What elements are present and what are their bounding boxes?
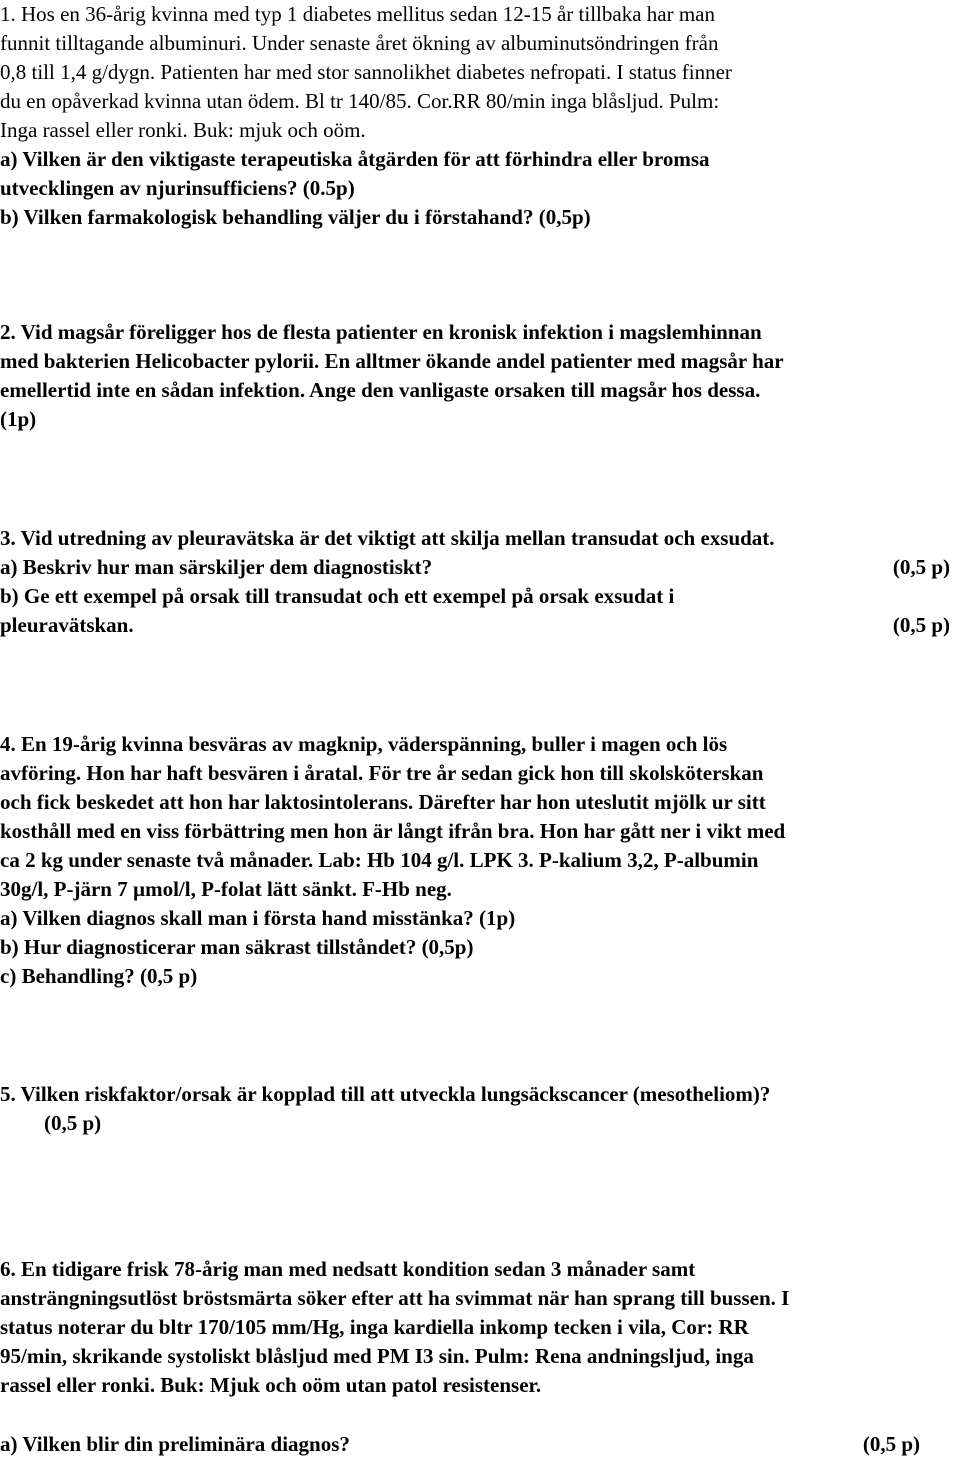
q5-line-2: (0,5 p)	[44, 1111, 102, 1135]
q4-line-3: och fick beskedet att hon har laktosintolerans. Därefter har hon uteslutit mjölk ur sitt	[0, 790, 766, 814]
q1-line-6: a) Vilken är den viktigaste terapeutiska åtgärden för att förhindra eller bromsa	[0, 147, 710, 171]
q1-line-7: utvecklingen av njurinsufficiens? (0.5p)	[0, 176, 355, 200]
q2-line-3: emellertid inte en sådan infektion. Ange den vanligaste orsaken till magsår hos dessa.	[0, 378, 761, 402]
q1-line-3: 0,8 till 1,4 g/dygn. Patienten har med stor sannolikhet diabetes nefropati. I status finner	[0, 60, 732, 84]
q5-line-1: 5. Vilken riskfaktor/orsak är kopplad till att utveckla lungsäckscancer (mesotheliom)?	[0, 1082, 771, 1106]
q4-line-8: b) Hur diagnosticerar man säkrast tillståndet? (0,5p)	[0, 935, 474, 959]
q3-line-4: pleuravätskan.	[0, 613, 134, 637]
q3-line-2: a) Beskriv hur man särskiljer dem diagnostiskt?	[0, 555, 433, 579]
q4-line-5: ca 2 kg under senaste två månader. Lab: Hb 104 g/l. LPK 3. P-kalium 3,2, P-albumin	[0, 848, 759, 872]
q1-line-4: du en opåverkad kvinna utan ödem. Bl tr 140/85. Cor.RR 80/min inga blåsljud. Pulm:	[0, 89, 720, 113]
q1-line-1: 1. Hos en 36-årig kvinna med typ 1 diabetes mellitus sedan 12-15 år tillbaka har man	[0, 2, 715, 26]
q6-line-2: ansträngningsutlöst bröstsmärta söker efter att ha svimmat när han sprang till bussen. I	[0, 1286, 790, 1310]
q3-line-1: 3. Vid utredning av pleuravätska är det viktigt att skilja mellan transudat och exsudat.	[0, 526, 775, 550]
q4-line-2: avföring. Hon har haft besvären i åratal. För tre år sedan gick hon till skolsköterskan	[0, 761, 764, 785]
q6-line-3: status noterar du bltr 170/105 mm/Hg, inga kardiella inkomp tecken i vila, Cor: RR	[0, 1315, 749, 1339]
q6-points-a: (0,5 p)	[862, 1432, 920, 1456]
q3-line-3: b) Ge ett exempel på orsak till transudat och ett exempel på orsak exsudat i	[0, 584, 675, 608]
q4-line-6: 30g/l, P-järn 7 µmol/l, P-folat lätt sänkt. F-Hb neg.	[0, 877, 452, 901]
q1-line-2: funnit tilltagande albuminuri. Under senaste året ökning av albuminutsöndringen från	[0, 31, 719, 55]
q3-points-a: (0,5 p)	[892, 555, 950, 579]
q4-line-1: 4. En 19-årig kvinna besväras av magknip, väderspänning, buller i magen och lös	[0, 732, 728, 756]
q2-line-2: med bakterien Helicobacter pylorii. En alltmer ökande andel patienter med magsår har	[0, 349, 784, 373]
q4-line-7: a) Vilken diagnos skall man i första hand misstänka? (1p)	[0, 906, 516, 930]
q2-line-1: 2. Vid magsår föreligger hos de flesta patienter en kronisk infektion i magslemhinnan	[0, 320, 762, 344]
q1-line-8: b) Vilken farmakologisk behandling väljer du i förstahand? (0,5p)	[0, 205, 591, 229]
q1-line-5: Inga rassel eller ronki. Buk: mjuk och oöm.	[0, 118, 366, 142]
q6-line-4: 95/min, skrikande systoliskt blåsljud med PM I3 sin. Pulm: Rena andningsljud, inga	[0, 1344, 754, 1368]
q2-line-4: (1p)	[0, 407, 37, 431]
q4-line-9: c) Behandling? (0,5 p)	[0, 964, 198, 988]
q6-line-1: 6. En tidigare frisk 78-årig man med nedsatt kondition sedan 3 månader samt	[0, 1257, 696, 1281]
q4-line-4: kosthåll med en viss förbättring men hon är långt ifrån bra. Hon har gått ner i vikt med	[0, 819, 786, 843]
q3-points-b: (0,5 p)	[892, 613, 950, 637]
q6-line-5: rassel eller ronki. Buk: Mjuk och oöm utan patol resistenser.	[0, 1373, 542, 1397]
q6-line-6: a) Vilken blir din preliminära diagnos?	[0, 1432, 350, 1456]
